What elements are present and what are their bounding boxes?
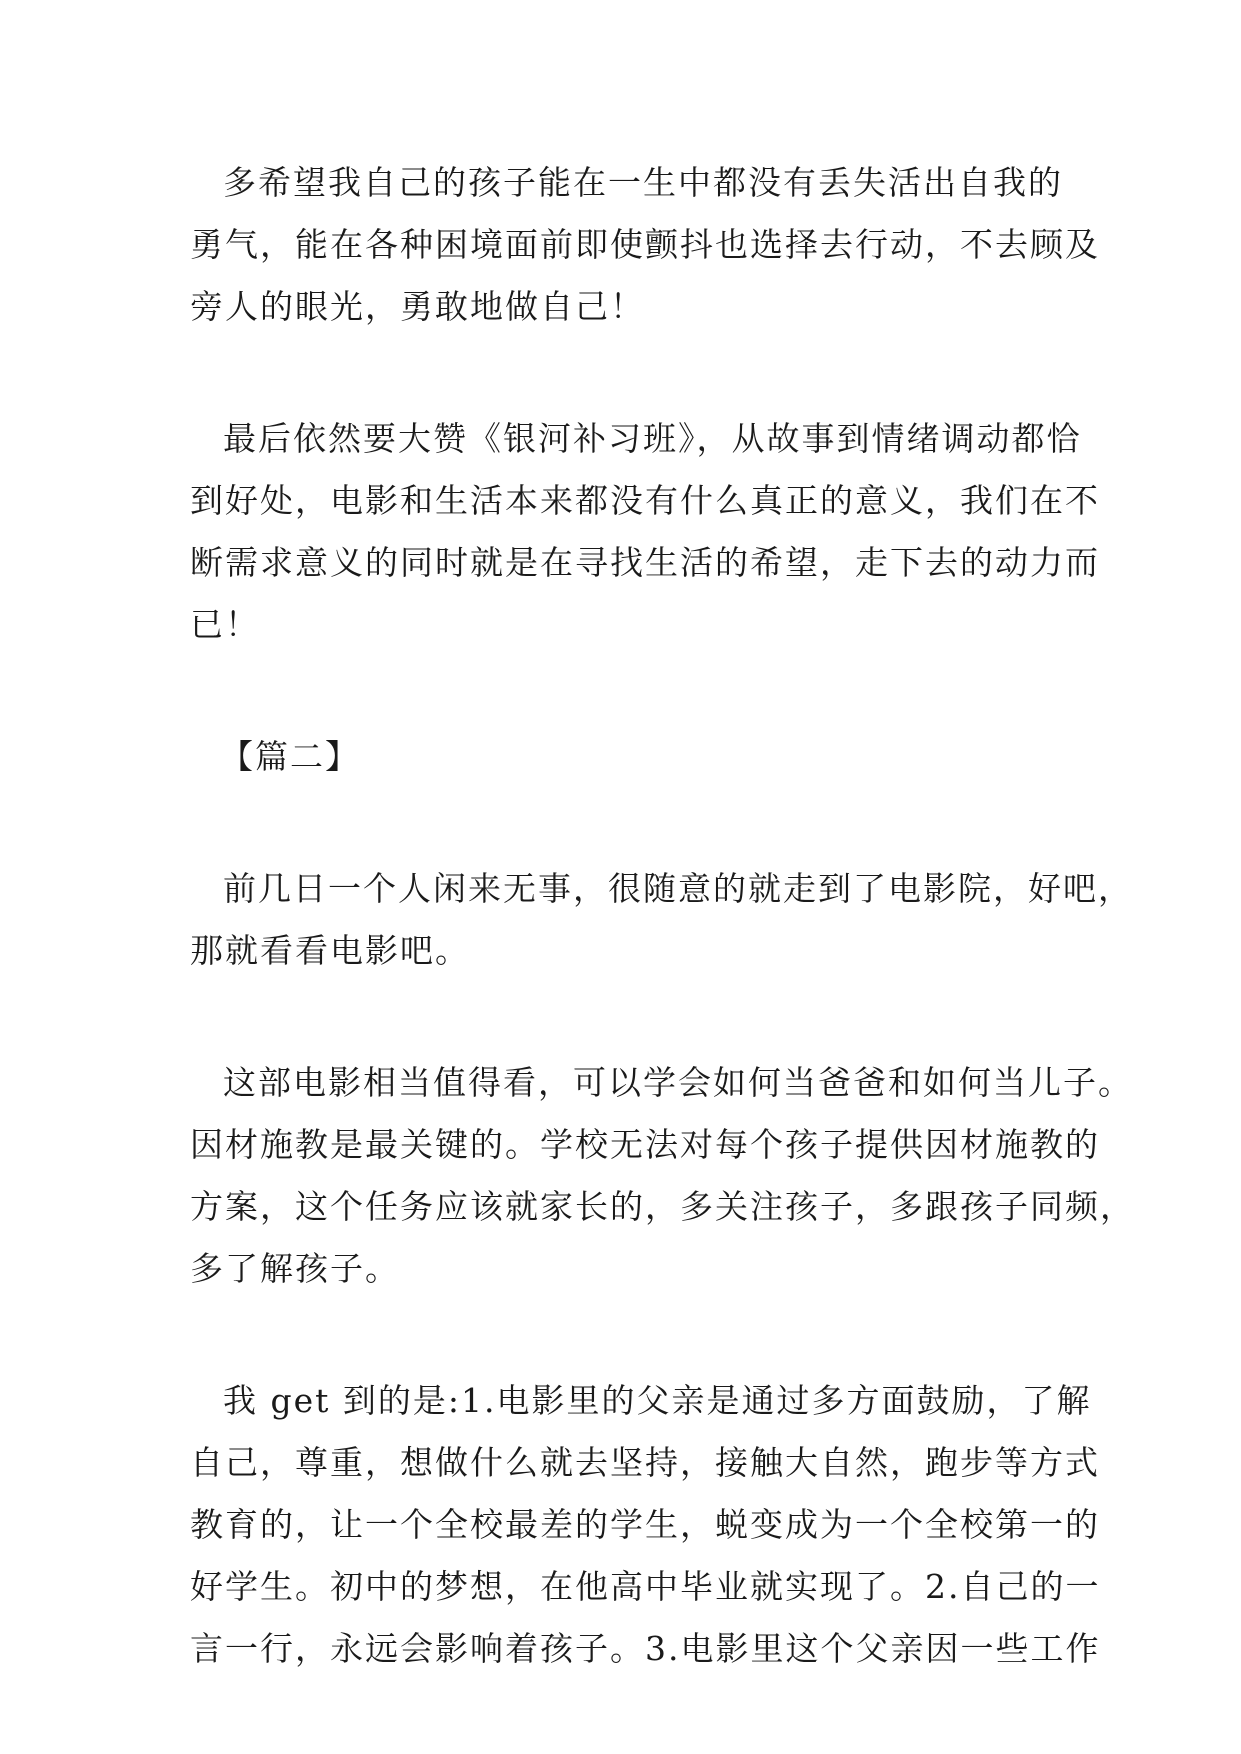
paragraph-line: 教育的，让一个全校最差的学生，蜕变成为一个全校第一的 [190,1505,1100,1544]
paragraph-parenting [190,1052,1135,1300]
paragraph-line: 言一行，永远会影响着孩子。3.电影里这个父亲因一些工作 [190,1629,1101,1668]
paragraph-line: 方案，这个任务应该就家长的，多关注孩子，多跟孩子同频， [190,1187,1135,1226]
paragraph-line: 这部电影相当值得看，可以学会如何当爸爸和如何当儿子。 [223,1063,1133,1102]
paragraph-line: 多希望我自己的孩子能在一生中都没有丢失活出自我的 [223,163,1063,202]
paragraph-takeaways [190,1370,1101,1680]
paragraph-line: 因材施教是最关键的。学校无法对每个孩子提供因材施教的 [190,1125,1100,1164]
paragraph-line: 自己，尊重，想做什么就去坚持，接触大自然，跑步等方式 [190,1443,1100,1482]
paragraph-line: 旁人的眼光，勇敢地做自己！ [190,287,645,326]
paragraph-cinema [190,858,1133,982]
paragraph-line: 到好处，电影和生活本来都没有什么真正的意义，我们在不 [190,481,1100,520]
paragraph-gap [190,1300,1060,1370]
paragraph-line: 勇气，能在各种困境面前即使颤抖也选择去行动，不去顾及 [190,225,1100,264]
paragraph-hope [190,152,1100,338]
paragraph-praise [190,408,1100,656]
paragraph-line: 已！ [190,605,260,644]
document-body [190,152,1135,1680]
paragraph-line: 那就看看电影吧。 [190,931,470,970]
section-heading: 【篇二】 [220,737,360,776]
paragraph-line: 断需求意义的同时就是在寻找生活的希望，走下去的动力而 [190,543,1100,582]
paragraph-line: 多了解孩子。 [190,1249,400,1288]
paragraph-gap [190,788,1060,858]
paragraph-line: 前几日一个人闲来无事，很随意的就走到了电影院，好吧， [223,869,1133,908]
paragraph-line: 最后依然要大赞《银河补习班》，从故事到情绪调动都恰 [223,419,1082,458]
paragraph-line: 好学生。初中的梦想，在他高中毕业就实现了。2.自己的一 [190,1567,1101,1606]
paragraph-gap [190,338,1060,408]
paragraph-line: 我 get 到的是:1.电影里的父亲是通过多方面鼓励，了解 [223,1381,1092,1420]
paragraph-gap [190,656,1060,726]
paragraph-gap [190,982,1060,1052]
